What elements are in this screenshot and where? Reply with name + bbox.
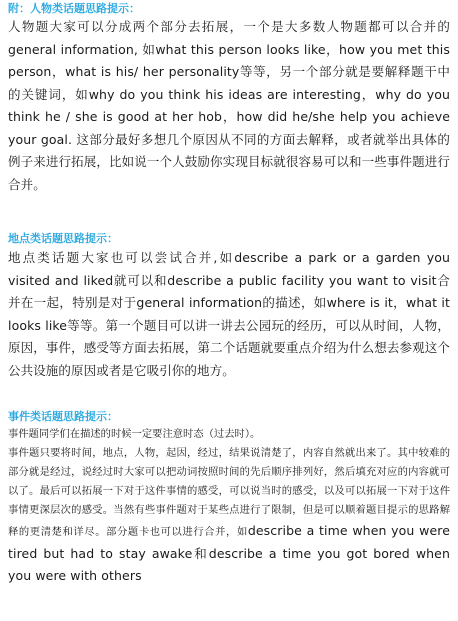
- event-topic-paragraph: [8, 425, 450, 588]
- event-topic-text: 事件题同学们在描述的时候一定要注意时态（过去时）。 事件题只要将时间，地点，人物，起因，经过，结果说清楚了，内容自然就出来了。其中较难的部分就是经过，说经过时大家可以把动词按照时间的先后顺序排列好，然后填充对应的内容就可以了。最后可以拓展一下对于这件事情的感受，可以说当时的感受，以及可以拓展一下对于这件事情更深层次的感受。当然有些事件题对于某些点进行了限制，但是可以顺着题目提示的思路解释的更清楚和详尽。部分题卡也可以进行合并，如: [8, 428, 450, 538]
- event-topic-body: [8, 425, 450, 588]
- event-topic-heading: 事件类话题思路提示：: [8, 410, 118, 423]
- place-topic-paragraph: 地点类话题大家也可以尝试合并,如describe a park or a garden you visited and liked就可以和describe a public facility you want to visit合并在一起，特别是对于general information的描述，如where is it，what it looks like等等。第一个题目可以讲一讲去公园玩的经历，可以从时间，人物，原因，事件，感受等方面去拓展，第二个话题就要重点介绍为什么想去参观这个公共设施的原因或者是它吸引你的地方。: [8, 250, 450, 378]
- place-topic-heading: 地点类话题思路提示：: [8, 232, 118, 245]
- people-topic-paragraph: 人物题大家可以分成两个部分去拓展，一个是大多数人物题都可以合并的general information, 如what this person looks like，how you met this person，what is his/ her personality等等，另一个部分就是要解释题干中的关键词，如why do you think his ideas are interesting，why do you think he / she is good at her hob，how did he/she help you achieve your goal. 这部分最好多想几个原因从不同的方面去解释，或者就举出具体的例子来进行拓展，比如说一个人鼓励你实现目标就很容易可以和一些事件题进行合并。: [8, 19, 450, 192]
- people-topic-heading: 附：人物类话题思路提示：: [8, 2, 140, 15]
- event-topic-examples: describe a time when you were tired but had to stay awake和describe a time you got bored when you were with others: [8, 523, 450, 583]
